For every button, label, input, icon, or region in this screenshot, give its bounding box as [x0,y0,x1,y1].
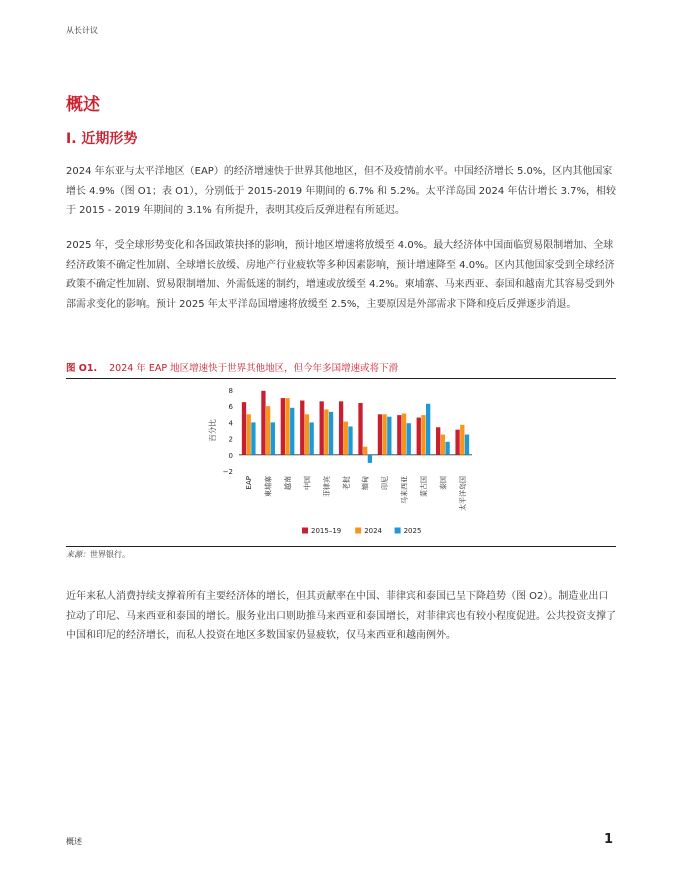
figure-caption-text: 2024 年 EAP 地区增速快于世界其他地区，但今年多国增速或将下滑 [109,363,399,374]
category-label: 老挝 [342,476,351,490]
section-title: 概述 [66,95,100,115]
bar-2-7 [363,447,367,455]
bar-2-10 [421,415,425,455]
bar-2-1 [247,414,251,455]
figure-bottom-rule [66,546,616,547]
figure-source [66,549,130,560]
bar-3-3 [290,408,294,455]
category-label: 马来西亚 [400,476,409,504]
y-tick-label: 2 [228,435,233,444]
legend-label-1: 2015–19 [311,527,342,535]
bar-1-12 [455,430,459,455]
y-tick-label: −2 [222,468,233,476]
running-header: 从长计议 [66,26,98,35]
source-label: 来源： [66,550,90,559]
figure-top-rule [66,378,616,379]
paragraph-3: 近年来私人消费持续支撑着所有主要经济体的增长，但其贡献率在中国、菲律宾和泰国已呈下降趋势（图 O2）。制造业出口拉动了印尼、马来西亚和泰国的增长。服务业出口则助推马来西亚和泰国增长，对菲律宾也有较小程度促进。公共投资支撑了中国和印尼的经济增长，而私人投资在地区多数国家仍显疲软，仅马来西亚和越南例外。 [66,591,616,641]
category-label: 柬埔寨 [264,476,273,497]
bar-3-2 [271,422,275,454]
bar-3-9 [407,423,411,455]
bar-2-9 [402,413,406,454]
paragraph-1: 2024 年东亚与太平洋地区（EAP）的经济增速快于世界其他地区，但不及疫情前水平。中国经济增长 5.0%，区内其他国家增长 4.9%（图 O1；表 O1），分别低于 2015-2019 年期间的 6.7% 和 5.2%。太平洋岛国 2024 年估计增长 3.7%，相较于 2015 - 2019 年期间的 3.1% 有所提升，表明其疫后反弹进程有所延迟。 [66,166,617,216]
page-number: 1 [604,832,614,847]
legend-label-3: 2025 [403,527,422,535]
bar-2-12 [460,425,464,455]
bar-3-12 [465,435,469,455]
bar-3-7 [368,455,372,463]
y-tick-label: 0 [228,451,233,460]
bar-2-5 [324,409,328,454]
bar-2-8 [382,414,386,455]
legend-swatch-2 [355,528,361,534]
bar-1-3 [281,398,285,455]
category-label: 中国 [303,476,312,490]
bar-1-9 [397,415,401,455]
bar-3-6 [348,426,352,454]
bar-3-11 [445,442,449,455]
bar-1-8 [378,414,382,455]
legend-swatch-1 [302,528,308,534]
bar-2-4 [305,414,309,455]
y-tick-label: 8 [228,387,233,395]
footer-section-name: 概述 [66,837,82,846]
y-tick-label: 6 [228,403,233,412]
bar-2-3 [285,398,289,455]
category-label: 缅甸 [361,476,370,490]
category-label: 印尼 [381,476,390,490]
bar-3-5 [329,412,333,455]
category-label: 菲律宾 [322,476,331,497]
category-label: 越南 [284,476,293,490]
category-label: 太平洋岛国 [458,476,467,511]
category-label: EAP [245,476,254,490]
bar-1-7 [358,403,362,455]
figure-label: 图 O1. [66,363,98,374]
y-axis-label: 百分比 [208,419,217,442]
subsection-title: I. 近期形势 [66,131,138,147]
bar-1-11 [436,427,440,455]
growth-bar-chart [195,382,485,544]
bar-3-10 [426,404,430,455]
bar-3-1 [251,422,255,454]
bar-2-2 [266,406,270,455]
bar-2-6 [344,422,348,455]
legend-swatch-3 [395,528,401,534]
source-text: 世界银行。 [90,550,130,559]
bar-1-1 [242,402,246,455]
figure-caption [66,360,618,374]
bar-1-5 [320,401,324,454]
bar-1-6 [339,401,343,454]
bar-2-11 [441,435,445,455]
legend-label-2: 2024 [364,527,383,535]
paragraph-2: 2025 年，受全球形势变化和各国政策抉择的影响，预计地区增速将放缓至 4.0%。最大经济体中国面临贸易限制增加、全球经济政策不确定性加剧、全球增长放缓、房地产行业疲软等多种因素影响，预计增速降至 4.0%。区内其他国家受到全球经济政策不确定性加剧、贸易限制增加、外需低迷的制约，增速或放缓至 4.2%。柬埔寨、马来西亚、泰国和越南尤其容易受到外部需求变化的影响。预计 2025 年太平洋岛国增速将放缓至 2.5%，主要原因是外部需求下降和疫后反弹逐步消退。 [66,240,615,310]
bar-3-8 [387,417,391,455]
category-label: 泰国 [439,476,448,490]
y-tick-label: 4 [228,419,233,428]
bar-3-4 [310,422,314,454]
bar-1-2 [261,391,265,455]
bar-1-10 [417,418,421,455]
bar-1-4 [300,401,304,455]
category-label: 蒙古国 [419,476,428,497]
